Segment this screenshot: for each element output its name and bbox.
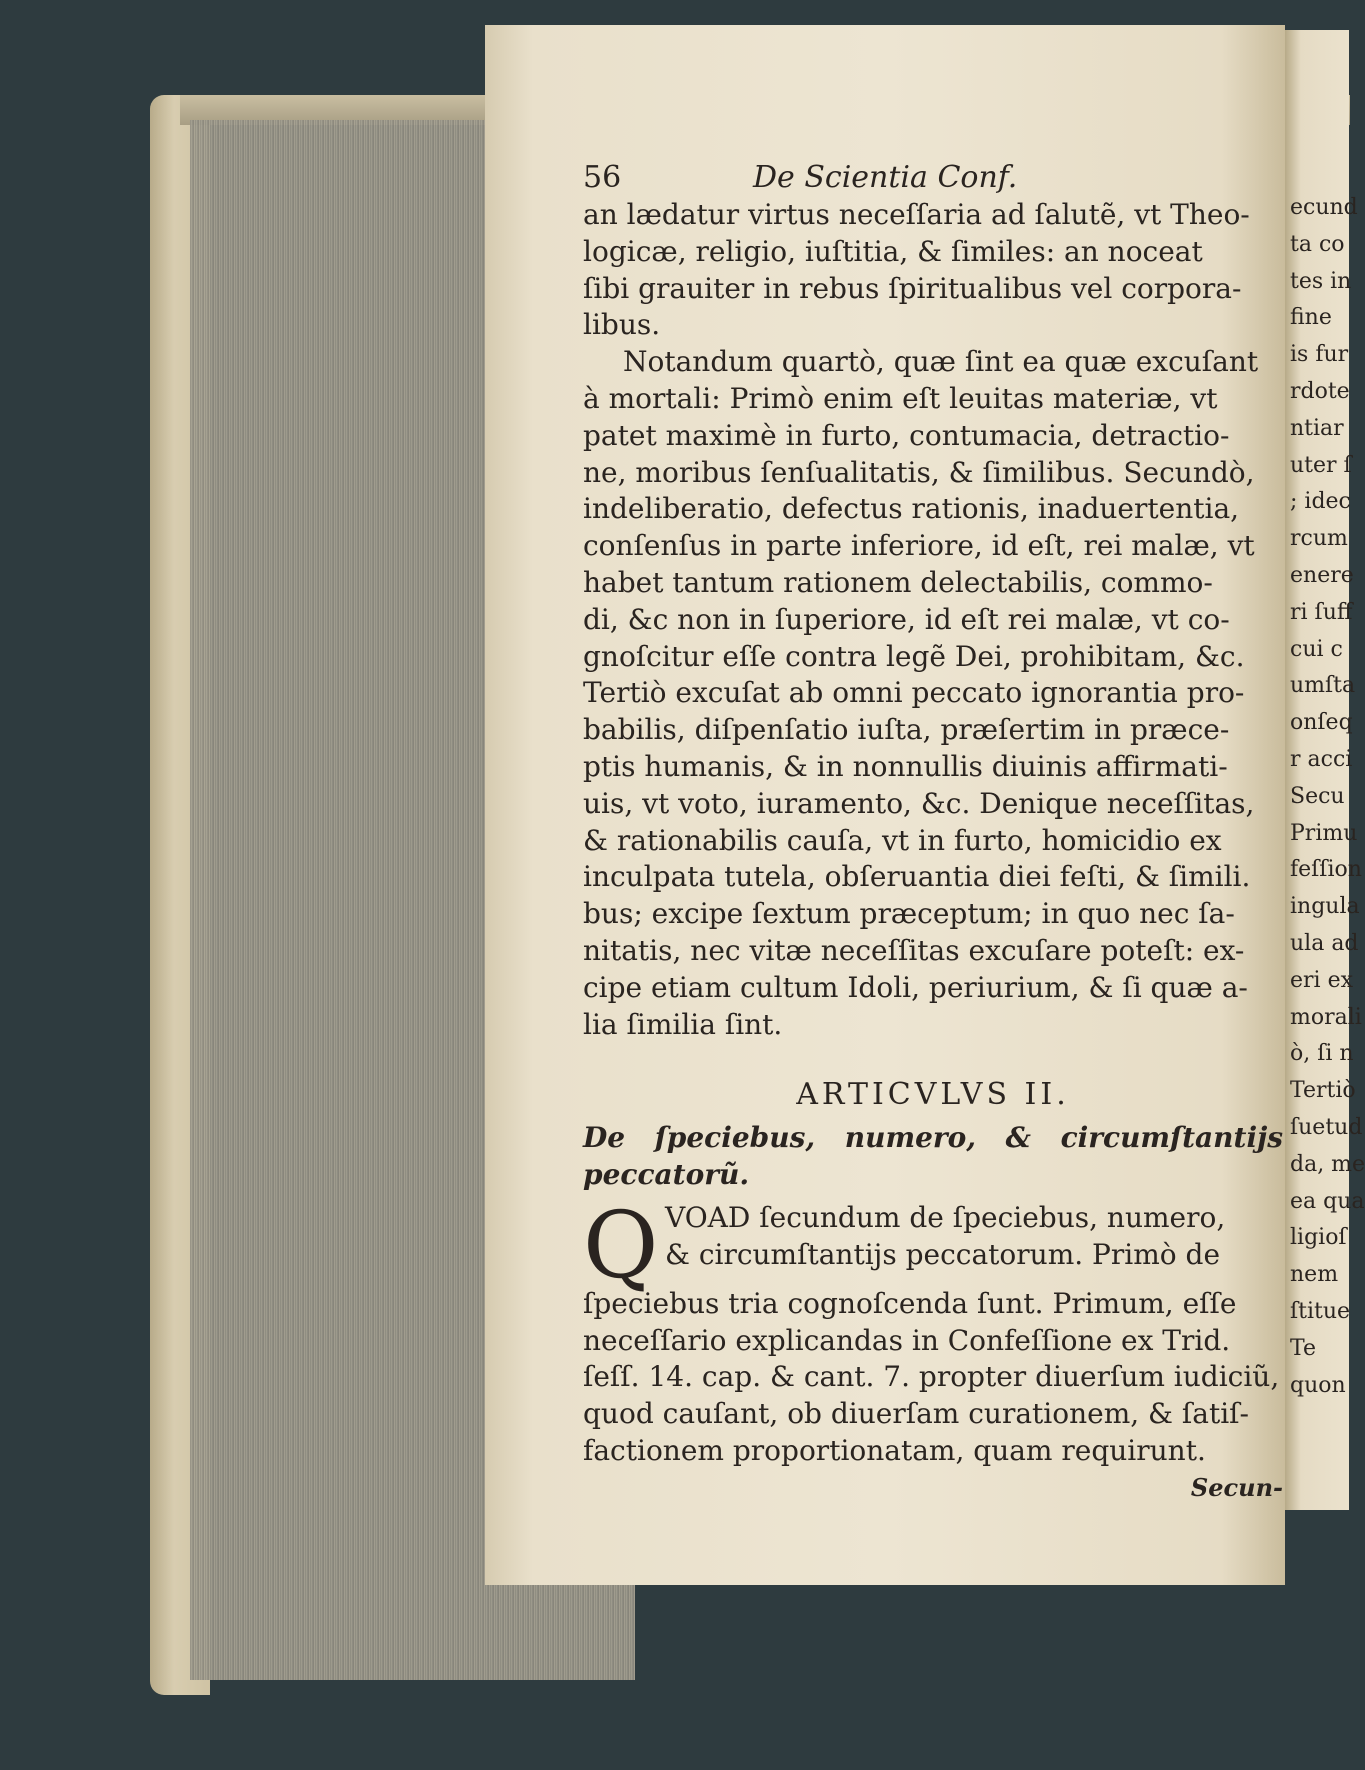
fragment-line: Secu: [1290, 783, 1345, 809]
fragment-line: onſeq: [1290, 710, 1353, 736]
fragment-line: is fur: [1290, 342, 1349, 368]
text-line: ptis humanis, & in nonnullis diuinis affirmati-: [583, 749, 1228, 783]
text-line: Notandum quartò, quæ ſint ea quæ excuſant: [623, 345, 1259, 379]
fragment-line: ea qua: [1290, 1188, 1365, 1214]
text-line: babilis, diſpenſatio iuſta, præſertim in præce-: [583, 713, 1230, 747]
text-line: conſenſus in parte inferiore, id eſt, rei malæ, vt: [583, 529, 1255, 563]
text-line: ſibi grauiter in rebus ſpiritualibus vel corpora-: [583, 271, 1242, 305]
fragment-line: ligioſ: [1290, 1225, 1347, 1251]
text-line: bus; excipe ſextum præceptum; in quo nec ſa-: [583, 897, 1235, 931]
fragment-line: cui c: [1290, 636, 1343, 662]
fragment-line: quon: [1290, 1372, 1346, 1398]
fragment-line: Tertiò: [1290, 1078, 1356, 1104]
fragment-line: umſta: [1290, 673, 1356, 699]
fragment-line: ntiar: [1290, 415, 1344, 441]
fragment-line: rdote: [1290, 378, 1350, 404]
fragment-line: fine: [1290, 305, 1332, 331]
fragment-line: Primu: [1290, 820, 1358, 846]
article-heading: ARTICVLVS II.: [796, 1077, 1070, 1113]
text-line: logicæ, religio, iuſtitia, & ſimiles: an noceat: [583, 234, 1203, 268]
text-line: à mortali: Primò enim eſt leuitas materiæ, vt: [583, 381, 1218, 415]
fragment-line: ; idec: [1290, 489, 1351, 515]
page-header: [583, 160, 1283, 200]
text-line: patet maximè in furto, contumacia, detractio-: [583, 418, 1230, 452]
fragment-line: feſſion: [1290, 857, 1362, 883]
next-page-fragments: [1290, 190, 1365, 1404]
text-line: cipe etiam cultum Idoli, periurium, & ſi quæ a-: [583, 970, 1248, 1004]
fragment-line: enere: [1290, 562, 1354, 588]
text-line: ne, moribus ſenſualitatis, & ſimilibus. Secundò,: [583, 455, 1255, 489]
article-subheading: De ſpeciebus, numero, & circumſtantijs peccatorũ.: [583, 1121, 1283, 1191]
page-number: 56: [583, 160, 622, 195]
text-line: nitatis, nec vitæ neceſſitas excuſare poteſt: ex-: [583, 933, 1245, 967]
fragment-line: morali: [1290, 1004, 1362, 1030]
text-line: neceſſario explicandas in Confeſſione ex Trid.: [583, 1323, 1231, 1357]
text-line: ſeſſ. 14. cap. & cant. 7. propter diuerſum iudiciũ,: [583, 1360, 1280, 1394]
text-line: inculpata tutela, obſeruantia diei feſti, & ſimili.: [583, 860, 1251, 894]
fragment-line: r acci: [1290, 746, 1353, 772]
fragment-line: rcum: [1290, 526, 1348, 552]
text-line: factionem proportionatam, quam requirunt.: [583, 1433, 1206, 1467]
fragment-line: ecund: [1290, 195, 1358, 220]
fragment-line: ta co: [1290, 231, 1345, 257]
page-text: [583, 197, 1283, 1507]
drop-cap: Q: [583, 1191, 659, 1299]
text-line: indeliberatio, defectus rationis, inaduertentia,: [583, 492, 1240, 526]
fragment-line: Te: [1290, 1335, 1316, 1361]
fragment-line: ò, ſi n: [1290, 1041, 1354, 1067]
text-line: & rationabilis cauſa, vt in furto, homicidio ex: [583, 823, 1222, 857]
text-line: ſpeciebus tria cognoſcenda ſunt. Primum, eſſe: [583, 1286, 1237, 1320]
text-line: gnoſcitur eſſe contra legẽ Dei, prohibitam, &c.: [583, 639, 1245, 673]
fragment-line: ri ſuff: [1290, 599, 1353, 625]
text-line: lia ſimilia ſint.: [583, 1007, 783, 1041]
fragment-line: ingula: [1290, 894, 1360, 920]
text-line: di, &c non in ſuperiore, id eſt rei malæ, vt co-: [583, 602, 1230, 636]
text-line: uis, vt voto, iuramento, &c. Denique neceſſitas,: [583, 786, 1255, 820]
paragraph-1: [583, 197, 1283, 344]
text-line: an lædatur virtus neceſſaria ad ſalutẽ, vt Theo-: [583, 198, 1250, 231]
text-line: libus.: [583, 308, 661, 342]
catchword: Secun-: [1190, 1472, 1283, 1502]
fragment-line: ula ad: [1290, 930, 1359, 956]
text-line: Tertiò excuſat ab omni peccato ignorantia pro-: [583, 676, 1245, 710]
paragraph-3: [583, 1191, 1283, 1470]
fragment-line: da, me: [1290, 1151, 1365, 1177]
fragment-line: ſuetud: [1290, 1114, 1363, 1140]
paragraph-2: [583, 344, 1283, 1043]
fragment-line: nem: [1290, 1262, 1339, 1288]
fragment-line: eri ex: [1290, 967, 1353, 993]
text-line: VOAD ſecundum de ſpeciebus, numero,: [665, 1200, 1226, 1234]
text-line: quod cauſant, ob diuerſam curationem, & ſatiſ-: [583, 1397, 1249, 1431]
fragment-line: uter ſ: [1290, 452, 1352, 478]
running-title: De Scientia Conf.: [753, 160, 1018, 195]
text-line: & circumſtantijs peccatorum. Primò de: [665, 1237, 1221, 1271]
fragment-line: ſtitue: [1290, 1298, 1351, 1324]
text-line: habet tantum rationem delectabilis, commo-: [583, 565, 1213, 599]
fragment-line: tes in: [1290, 268, 1352, 294]
